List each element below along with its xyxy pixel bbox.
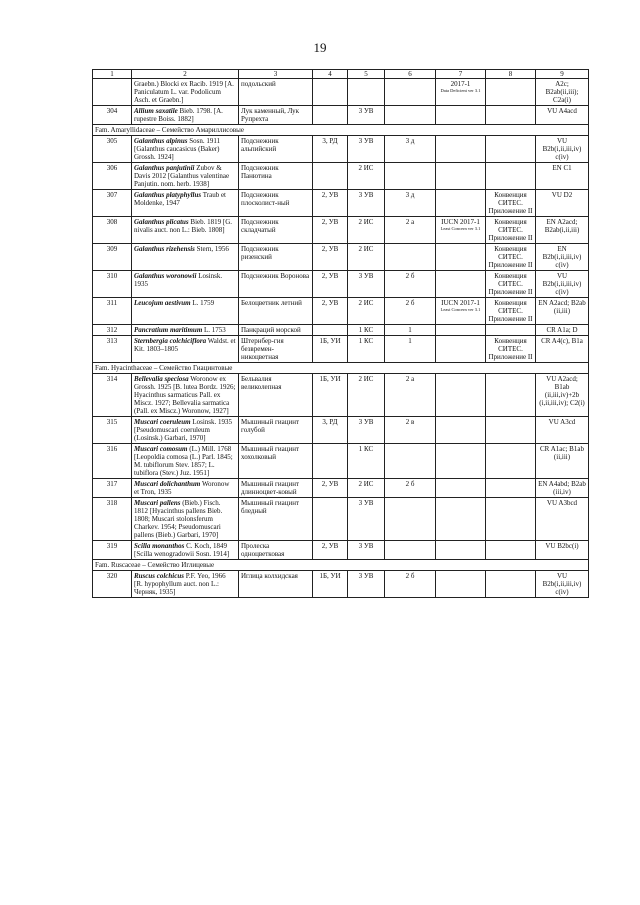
table-row: [93, 106, 589, 125]
category-col5: 3 УВ: [348, 136, 385, 163]
category-col6: 2 б: [385, 479, 436, 498]
author-synonyms: (L.) Mill. 1768 [Leopoldia comosa (L.) Parl. 1845; M. tubiflorum Stev. 1857; L. tubiflora (Stev.) Juz. 1951]: [134, 445, 233, 477]
cites-appendix: [486, 163, 536, 190]
column-number-1: 1: [93, 70, 132, 79]
species-epithet: Muscari coeruleum: [134, 418, 191, 426]
cites-appendix: [486, 136, 536, 163]
species-epithet: Ruscus colchicus: [134, 572, 184, 580]
author-synonyms: Graebn.) Blocki ex Racib. 1919 [A. Paniculatum L. var. Podolicum Asch. et Graebn.]: [134, 80, 234, 104]
family-heading: Fam. Amaryllidaceae – Семейство Амариллисовые: [93, 125, 589, 136]
criteria: VU A3bcd: [536, 498, 589, 541]
latin-name: [132, 417, 239, 444]
latin-name: [132, 163, 239, 190]
iucn-category: Least Concern ver 3.1: [440, 307, 481, 312]
species-number: 312: [93, 325, 132, 336]
author-synonyms: Woronow ex Grossh. 1925 [B. lutea Bordz. 1926; Hyacinthus sarmaticus Pall. ex Miscz. 1927; Bellevalia sarmatica (Pall. ex Miscz.) Woronow, 1927]: [134, 375, 236, 415]
russian-name: Мышиный гиацинт бледный: [239, 498, 313, 541]
category-col4: 3, РД: [313, 417, 348, 444]
category-col4: 2, УВ: [313, 217, 348, 244]
iucn-status: [436, 79, 486, 106]
russian-name: Подснежник Воронова: [239, 271, 313, 298]
category-col4: 2, УВ: [313, 244, 348, 271]
iucn-version: 2017-1: [450, 80, 471, 88]
category-col5: 2 ИС: [348, 217, 385, 244]
category-col5: 3 УВ: [348, 498, 385, 541]
criteria: VU A2acd; B1ab (ii,iii,iv)+2b (i,ii,iii,iv); C2(i): [536, 374, 589, 417]
species-epithet: Muscari dolichanthum: [134, 480, 201, 488]
russian-name: Подснежник ризенский: [239, 244, 313, 271]
category-col6: 3 д: [385, 136, 436, 163]
criteria: EN A4abd; B2ab (iii,iv): [536, 479, 589, 498]
russian-name: Мышиный гиацинт длинноцвет-ковый: [239, 479, 313, 498]
species-epithet: Galanthus alpinus: [134, 137, 188, 145]
cites-appendix: [486, 79, 536, 106]
table-row: [93, 336, 589, 363]
iucn-status: [436, 498, 486, 541]
species-epithet: Scilla monanthos: [134, 542, 185, 550]
latin-name: [132, 325, 239, 336]
species-number: 320: [93, 571, 132, 598]
category-col4: 1Б, УИ: [313, 374, 348, 417]
iucn-status: [436, 541, 486, 560]
iucn-status: [436, 106, 486, 125]
species-number: 318: [93, 498, 132, 541]
species-number: [93, 79, 132, 106]
cites-appendix: [486, 498, 536, 541]
column-number-row: [93, 70, 589, 79]
table-row: [93, 79, 589, 106]
iucn-category: Least Concern ver 3.1: [440, 226, 481, 231]
species-number: 310: [93, 271, 132, 298]
iucn-status: [436, 298, 486, 325]
author-synonyms: L. 1753: [204, 326, 226, 334]
category-col6: [385, 106, 436, 125]
russian-name: Иглица колхидская: [239, 571, 313, 598]
species-number: 307: [93, 190, 132, 217]
species-epithet: Allium saxatile: [134, 107, 178, 115]
species-epithet: Leucojum aestivum: [134, 299, 191, 307]
category-col6: 2 а: [385, 217, 436, 244]
species-epithet: Sternbergia colchiciflora: [134, 337, 207, 345]
family-heading: Fam. Hyacinthaceae – Семейство Гиацинтовые: [93, 363, 589, 374]
species-epithet: Galanthus platyphyllus: [134, 191, 202, 199]
cites-appendix: Конвенция СИТЕС. Приложение II: [486, 271, 536, 298]
category-col6: [385, 79, 436, 106]
criteria: VU D2: [536, 190, 589, 217]
author-synonyms: Zubov & Davis 2012 [Galanthus valentinae Panjutin. nom. herb. 1938]: [134, 164, 230, 188]
table-row: [93, 374, 589, 417]
russian-name: Подснежник альпийский: [239, 136, 313, 163]
author-synonyms: L. 1759: [192, 299, 215, 307]
iucn-status: [436, 190, 486, 217]
column-number-3: 3: [239, 70, 313, 79]
russian-name: Мышиный гиацинт голубой: [239, 417, 313, 444]
latin-name: [132, 479, 239, 498]
column-number-4: 4: [313, 70, 348, 79]
category-col4: [313, 79, 348, 106]
category-col5: 3 УВ: [348, 271, 385, 298]
page-number: 19: [313, 40, 327, 55]
category-col4: 3, РД: [313, 136, 348, 163]
species-epithet: Galanthus panjutinii: [134, 164, 195, 172]
latin-name: [132, 444, 239, 479]
cites-appendix: Конвенция СИТЕС. Приложение II: [486, 217, 536, 244]
column-number-2: 2: [132, 70, 239, 79]
species-number: 313: [93, 336, 132, 363]
table-row: [93, 163, 589, 190]
criteria: EN C1: [536, 163, 589, 190]
column-number-7: 7: [436, 70, 486, 79]
category-col5: 1 КС: [348, 325, 385, 336]
russian-name: Мышиный гиацинт хохолковый: [239, 444, 313, 479]
cites-appendix: [486, 479, 536, 498]
table-row: [93, 571, 589, 598]
criteria: CR A4(c), B1a: [536, 336, 589, 363]
table-row: [93, 541, 589, 560]
criteria: VU B2b(i,ii,iii,iv) c(iv): [536, 571, 589, 598]
cites-appendix: [486, 541, 536, 560]
species-epithet: Muscari comosum: [134, 445, 188, 453]
category-col6: 2 б: [385, 271, 436, 298]
table-row: [93, 298, 589, 325]
category-col5: 2 ИС: [348, 374, 385, 417]
category-col4: [313, 498, 348, 541]
latin-name: [132, 106, 239, 125]
category-col4: 2, УВ: [313, 271, 348, 298]
table-row: [93, 444, 589, 479]
table-row: [93, 136, 589, 163]
latin-name: [132, 571, 239, 598]
cites-appendix: [486, 325, 536, 336]
category-col5: [348, 79, 385, 106]
table-row: [93, 417, 589, 444]
species-epithet: Pancratium maritimum: [134, 326, 203, 334]
latin-name: [132, 541, 239, 560]
criteria: EN A2acd; B2ab(i,ii,iii): [536, 217, 589, 244]
russian-name: Бельвалия великолепная: [239, 374, 313, 417]
latin-name: [132, 298, 239, 325]
species-epithet: Galanthus woronowii: [134, 272, 197, 280]
iucn-status: [436, 374, 486, 417]
family-row: [93, 125, 589, 136]
species-number: 316: [93, 444, 132, 479]
russian-name: подольский: [239, 79, 313, 106]
cites-appendix: Конвенция СИТЕС. Приложение II: [486, 336, 536, 363]
iucn-status: [436, 571, 486, 598]
species-epithet: Muscari pallens: [134, 499, 181, 507]
category-col4: [313, 444, 348, 479]
latin-name: [132, 190, 239, 217]
iucn-version: IUCN 2017-1: [441, 299, 480, 307]
iucn-status: [436, 163, 486, 190]
iucn-status: [436, 271, 486, 298]
cites-appendix: [486, 571, 536, 598]
latin-name: [132, 244, 239, 271]
category-col5: 3 УВ: [348, 541, 385, 560]
iucn-status: [436, 244, 486, 271]
category-col6: 2 а: [385, 374, 436, 417]
table-row: [93, 498, 589, 541]
cites-appendix: Конвенция СИТЕС. Приложение II: [486, 244, 536, 271]
russian-name: Панкраций морской: [239, 325, 313, 336]
cites-appendix: Конвенция СИТЕС. Приложение II: [486, 298, 536, 325]
latin-name: [132, 136, 239, 163]
cites-appendix: [486, 417, 536, 444]
table-row: [93, 190, 589, 217]
criteria: VU A4acd: [536, 106, 589, 125]
category-col5: 3 УВ: [348, 571, 385, 598]
russian-name: Подснежник плосколист-ный: [239, 190, 313, 217]
latin-name: [132, 374, 239, 417]
category-col5: 2 ИС: [348, 298, 385, 325]
table-body: [93, 70, 589, 598]
author-synonyms: Traub et Moldenke, 1947: [134, 191, 227, 207]
category-col5: 1 КС: [348, 336, 385, 363]
category-col6: 1: [385, 336, 436, 363]
cites-appendix: [486, 374, 536, 417]
russian-name: Штернбер-гия безвремен-никоцветная: [239, 336, 313, 363]
author-synonyms: Woronow et Tron, 1935: [134, 480, 230, 496]
latin-name: [132, 498, 239, 541]
iucn-status: [436, 325, 486, 336]
category-col6: [385, 244, 436, 271]
author-synonyms: Losinsk. 1935: [134, 272, 223, 288]
column-number-8: 8: [486, 70, 536, 79]
criteria: CR A1a; D: [536, 325, 589, 336]
category-col4: 1Б, УИ: [313, 571, 348, 598]
species-number: 315: [93, 417, 132, 444]
category-col5: 3 УВ: [348, 417, 385, 444]
category-col5: 2 ИС: [348, 163, 385, 190]
category-col6: 1: [385, 325, 436, 336]
column-number-6: 6: [385, 70, 436, 79]
category-col4: 1Б, УИ: [313, 336, 348, 363]
author-synonyms: Bieb. 1819 [G. nivalis auct. non L.: Bieb. 1808]: [134, 218, 233, 234]
table-row: [93, 244, 589, 271]
author-synonyms: (Bieb.) Fisch. 1812 [Hyacinthus pallens Bieb. 1808; Muscari stolonsferum Charkev. 1954; Pseudomuscari pallens (Bieb.) Garbari, 1970]: [134, 499, 223, 539]
category-col4: 2, УВ: [313, 541, 348, 560]
table-row: [93, 325, 589, 336]
criteria: EN A2acd; B2ab (ii,iii): [536, 298, 589, 325]
author-synonyms: Waldst. et Kit. 1803–1805: [134, 337, 236, 353]
species-epithet: Galanthus plicatus: [134, 218, 189, 226]
red-list-table: [92, 69, 589, 598]
latin-name: [132, 79, 239, 106]
category-col6: 3 д: [385, 190, 436, 217]
iucn-status: [436, 336, 486, 363]
russian-name: Подснежник Панютина: [239, 163, 313, 190]
criteria: VU B2bc(i): [536, 541, 589, 560]
category-col4: [313, 163, 348, 190]
category-col6: [385, 498, 436, 541]
cites-appendix: Конвенция СИТЕС. Приложение II: [486, 190, 536, 217]
russian-name: Лук каменный, Лук Рупрехта: [239, 106, 313, 125]
iucn-status: [436, 136, 486, 163]
criteria: VU B2b(i,ii,iii,iv) c(iv): [536, 271, 589, 298]
category-col4: [313, 325, 348, 336]
iucn-status: [436, 217, 486, 244]
species-number: 305: [93, 136, 132, 163]
category-col6: [385, 541, 436, 560]
russian-name: Подснежник складчатый: [239, 217, 313, 244]
category-col5: 1 КС: [348, 444, 385, 479]
species-number: 319: [93, 541, 132, 560]
iucn-status: [436, 417, 486, 444]
category-col5: 2 ИС: [348, 479, 385, 498]
column-number-9: 9: [536, 70, 589, 79]
iucn-status: [436, 479, 486, 498]
cites-appendix: [486, 444, 536, 479]
species-epithet: Bellevalia speciosa: [134, 375, 189, 383]
category-col4: 2, УВ: [313, 190, 348, 217]
author-synonyms: Stern, 1956: [196, 245, 229, 253]
family-row: [93, 363, 589, 374]
iucn-status: [436, 444, 486, 479]
family-heading: Fam. Ruscaceae – Семейство Иглицевые: [93, 560, 589, 571]
author-synonyms: Bieb. 1798. [A. rupestre Boiss. 1882]: [134, 107, 223, 123]
species-number: 306: [93, 163, 132, 190]
author-synonyms: Sosn. 1911 [Galanthus caucasicus (Baker) Grossh. 1924]: [134, 137, 221, 161]
author-synonyms: P.F. Yeo, 1966 [R. hypophyllum auct. non L.: Черняк, 1935]: [134, 572, 226, 596]
category-col4: [313, 106, 348, 125]
author-synonyms: C. Koch, 1849 [Scilla wenogradowii Sosn. 1914]: [134, 542, 230, 558]
category-col4: 2, УВ: [313, 298, 348, 325]
species-number: 308: [93, 217, 132, 244]
category-col6: 2 б: [385, 571, 436, 598]
category-col6: 2 в: [385, 417, 436, 444]
species-number: 304: [93, 106, 132, 125]
latin-name: [132, 271, 239, 298]
iucn-category: Data Deficient ver 3.1: [440, 88, 481, 93]
species-number: 314: [93, 374, 132, 417]
category-col5: 3 УВ: [348, 190, 385, 217]
russian-name: Белоцветник летний: [239, 298, 313, 325]
species-number: 311: [93, 298, 132, 325]
criteria: A2c; B2ab(ii,iii); C2a(i): [536, 79, 589, 106]
cites-appendix: [486, 106, 536, 125]
category-col4: 2, УВ: [313, 479, 348, 498]
criteria: VU B2b(i,ii,iii,iv) c(iv): [536, 136, 589, 163]
latin-name: [132, 336, 239, 363]
category-col5: 2 ИС: [348, 244, 385, 271]
category-col6: 2 б: [385, 298, 436, 325]
species-number: 309: [93, 244, 132, 271]
family-row: [93, 560, 589, 571]
column-number-5: 5: [348, 70, 385, 79]
species-number: 317: [93, 479, 132, 498]
criteria: EN B2b(i,ii,iii,iv) c(iv): [536, 244, 589, 271]
table-row: [93, 479, 589, 498]
table-row: [93, 271, 589, 298]
criteria: CR A1ac; B1ab (ii,iii): [536, 444, 589, 479]
russian-name: Пролеска одноцветковая: [239, 541, 313, 560]
latin-name: [132, 217, 239, 244]
table-row: [93, 217, 589, 244]
category-col6: [385, 163, 436, 190]
criteria: VU A3cd: [536, 417, 589, 444]
iucn-version: IUCN 2017-1: [441, 218, 480, 226]
category-col6: [385, 444, 436, 479]
species-epithet: Galanthus rizehensis: [134, 245, 195, 253]
category-col5: 3 УВ: [348, 106, 385, 125]
author-synonyms: Losinsk. 1935 [Pseudomuscari coeruleum (Losinsk.) Garbari, 1970]: [134, 418, 233, 442]
